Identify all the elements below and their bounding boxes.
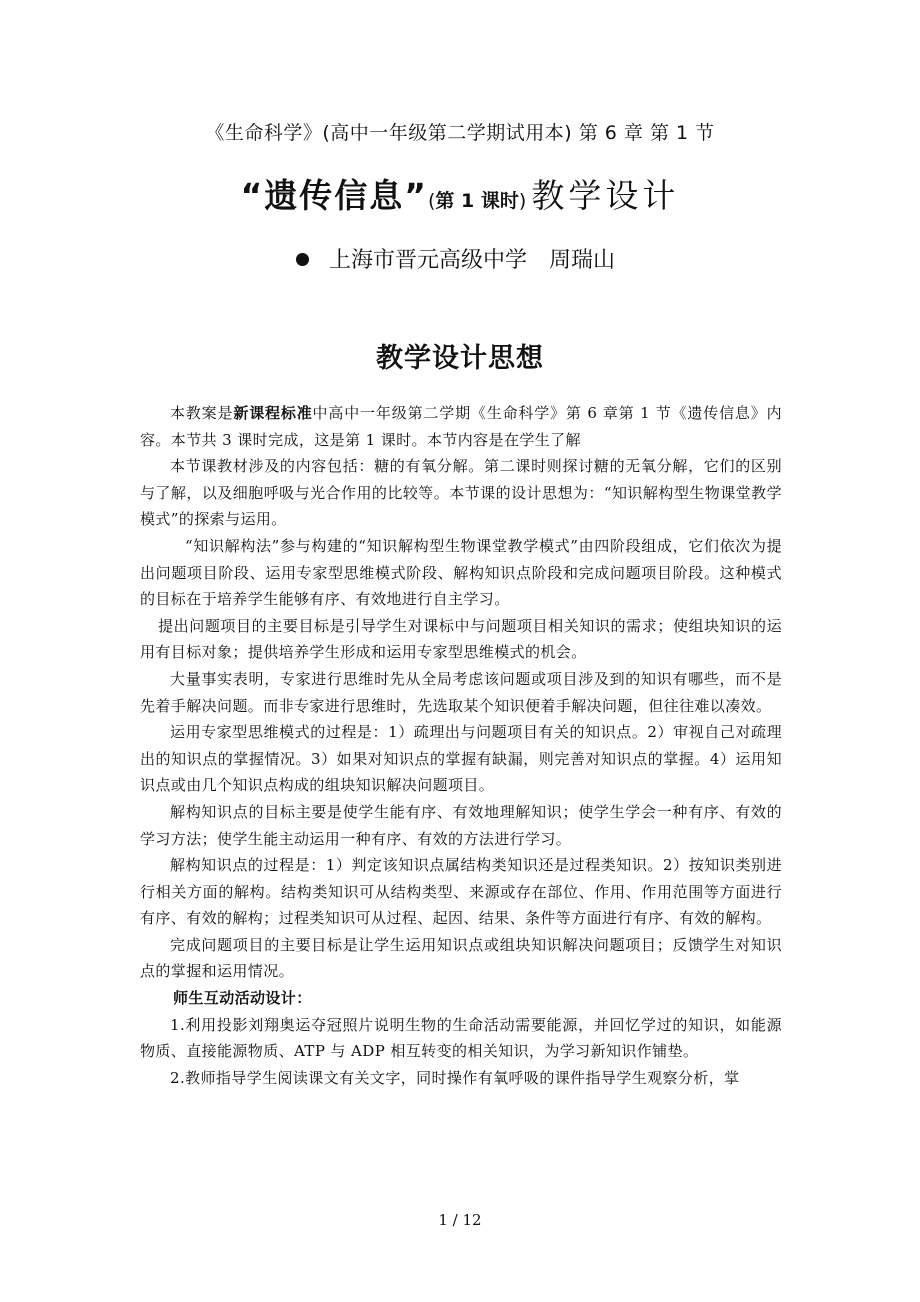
paragraph: 完成问题项目的主要目标是让学生运用知识点或组块知识解决问题项目；反馈学生对知识点的掌握和运用情况。 xyxy=(140,935,782,981)
paragraph: 本节课教材涉及的内容包括：糖的有氧分解。第二课时则探讨糖的无氧分解，它们的区别与了解，以及细胞呼吸与光合作用的比较等。本节课的设计思想为：“知识解构型生物课堂教学模式”的探索与运用。 xyxy=(140,457,782,529)
title-session-close: ) xyxy=(518,190,527,212)
paragraph: 大量事实表明，专家进行思维时先从全局考虑该问题或项目涉及到的知识有哪些，而不是先着手解决问题。而非专家进行思维时，先选取某个知识便着手解决问题，但往往难以凑效。 xyxy=(140,669,782,715)
paragraph: 运用专家型思维模式的过程是：1）疏理出与问题项目有关的知识点。2）审视自己对疏理出的知识点的掌握情况。3）如果对知识点的掌握有缺漏，则完善对知识点的掌握。4）运用知识点或由几个知识点构成的组块知识解决问题项目。 xyxy=(140,723,782,795)
title-main: “遗传信息” xyxy=(240,176,428,215)
paragraph xyxy=(140,400,782,453)
author-line xyxy=(296,243,615,274)
author-name: 上海市晋元高级中学 周瑞山 xyxy=(329,248,616,273)
document-body xyxy=(140,400,782,1091)
paragraph-text: 本教案是 xyxy=(170,404,234,422)
page-number: 1 / 12 xyxy=(438,1211,482,1229)
course-subtitle: 《生命科学》(高中一年级第二学期试用本) 第 6 章 第 1 节 xyxy=(205,122,715,144)
activity-heading: 师生互动活动设计： xyxy=(173,989,312,1008)
paragraph: 提出问题项目的主要目标是引导学生对课标中与问题项目相关知识的需求；使组块知识的运用有目标对象；提供培养学生形成和运用专家型思维模式的机会。 xyxy=(140,616,782,662)
title-session xyxy=(428,190,526,212)
title-session-text: 第 1 课时 xyxy=(435,190,519,212)
paragraph-text: 中高中一年级第二学期《生命科学》第 6 章第 1 节《遗传信息》内容。本节共 3 课时完成，这是第 1 课时。本节内容是在学生了解 xyxy=(140,404,782,449)
title-suffix: 教学设计 xyxy=(531,176,680,215)
activity-item: 1.利用投影刘翔奥运夺冠照片说明生物的生命活动需要能源，并回忆学过的知识，如能源物质、直接能源物质、ATP 与 ADP 相互转变的相关知识，为学习新知识作铺垫。 xyxy=(140,1015,782,1061)
document-title xyxy=(0,170,920,217)
section-heading: 教学设计思想 xyxy=(376,343,544,374)
paragraph: 解构知识点的过程是：1）判定该知识点属结构类知识还是过程类知识。2）按知识类别进行相关方面的解构。结构类知识可从结构类型、来源或存在部位、作用、作用范围等方面进行有序、有效的解构；过程类知识可从过程、起因、结果、条件等方面进行有序、有效的解构。 xyxy=(140,856,782,928)
paragraph: 解构知识点的目标主要是使学生能有序、有效地理解知识；使学生学会一种有序、有效的学习方法；使学生能主动运用一种有序、有效的方法进行学习。 xyxy=(140,802,782,848)
bold-term: 新课程标准 xyxy=(233,404,313,422)
title-session-open: ( xyxy=(428,190,436,212)
bullet-icon xyxy=(296,253,309,266)
paragraph: “知识解构法”参与构建的“知识解构型生物课堂教学模式”由四阶段组成，它们依次为提出问题项目阶段、运用专家型思维模式阶段、解构知识点阶段和完成问题项目阶段。这种模式的目标在于培养学生能够有序、有效地进行自主学习。 xyxy=(140,536,782,609)
activity-item: 2.教师指导学生阅读课文有关文字，同时操作有氧呼吸的课件指导学生观察分析，掌 xyxy=(170,1068,740,1087)
